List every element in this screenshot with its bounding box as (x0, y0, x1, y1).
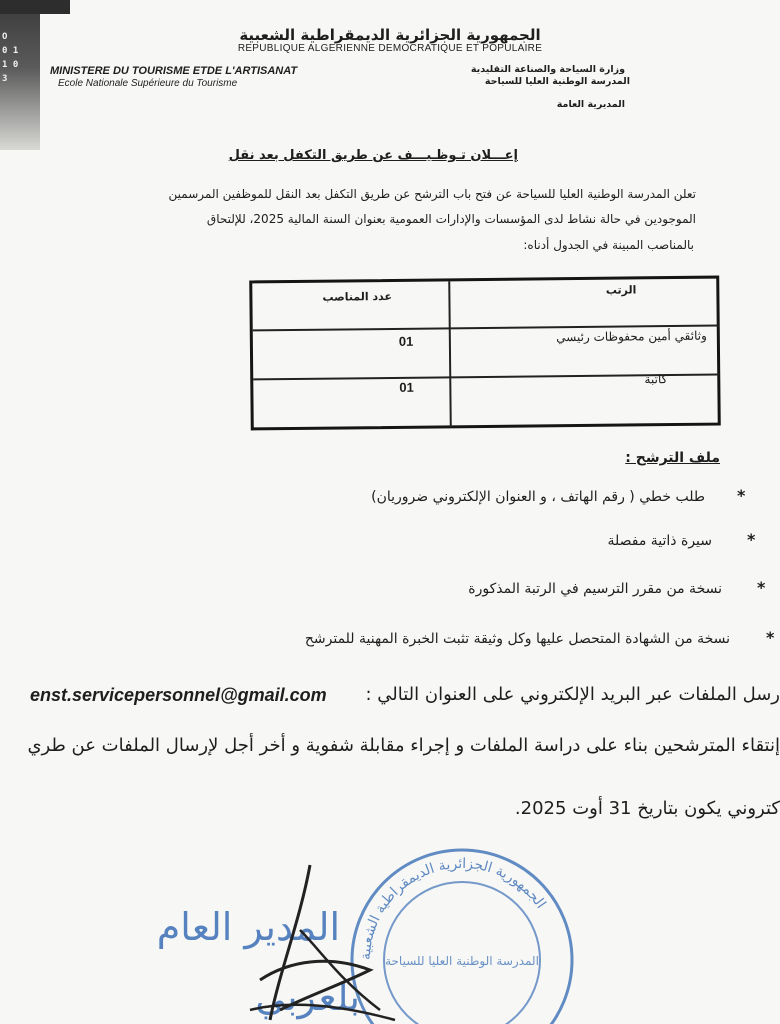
selection-process-text: إنتقاء المترشحين بناء على دراسة الملفات و إجراء مقابلة شفوية و أخر أجل لإرسال الملفات عن طري (27, 735, 780, 756)
ministry-name-french: MINISTERE DU TOURISME ETDE L'ARTISANAT (50, 65, 298, 77)
scan-corner-digits (2, 30, 32, 86)
table-row-2-grade: كاتبة (644, 372, 668, 387)
directorate-label: المديرية العامة (556, 99, 625, 110)
corner-digit: 0 1 (2, 46, 19, 56)
intro-line-2: الموجودين في حالة نشاط لدى المؤسسات والإدارات العمومية بعنوان السنة المالية 2025، للإلتحاق (206, 212, 696, 226)
bullet-star: * (757, 578, 766, 597)
corner-digit: 1 0 (2, 60, 19, 70)
table-header-grade: الرتب (605, 283, 637, 297)
school-name-french: Ecole Nationale Supérieure du Tourisme (58, 78, 238, 89)
table-row-1-count: 01 (398, 333, 414, 349)
signatory-title: المدير العام (156, 905, 340, 949)
table-column-divider (448, 281, 451, 427)
application-file-heading: ملف الترشح : (625, 450, 720, 466)
signatory-name: بلعربي (255, 975, 360, 1019)
republic-name-french: REPUBLIQUE ALGERIENNE DEMOCRATIQUE ET POPULAIRE (237, 43, 543, 54)
corner-digit: 3 (2, 74, 8, 84)
table-row-1-grade: وثائقي أمين محفوظات رئيسي (556, 328, 707, 345)
contact-email: enst.servicepersonnel@gmail.com (30, 685, 327, 705)
stamp-ring-text: الجمهورية الجزائرية الديمقراطية الشعبية (357, 855, 549, 961)
handwritten-signature (240, 860, 400, 1024)
positions-table (249, 276, 721, 431)
stamp-inner-text: المدرسة الوطنية العليا للسياحة (385, 954, 539, 968)
requirement-item-4: نسخة من الشهادة المتحصل عليها وكل وثيقة تثبت الخبرة المهنية للمترشح (304, 631, 730, 647)
intro-line-3: بالمناصب المبينة في الجدول أدناه: (523, 238, 694, 252)
table-row-2-count: 01 (399, 379, 414, 395)
school-name-arabic: المدرسة الوطنية العليا للسياحة (484, 76, 630, 87)
ministry-name-arabic: وزارة السياحة والصناعة التقليدية (470, 64, 625, 75)
intro-line-1: تعلن المدرسة الوطنية العليا للسياحة عن فتح باب الترشح عن طريق التكفل بعد النقل للموظفين المرسمين (168, 187, 696, 201)
deadline-text: كتروني يكون بتاريخ 31 أوت 2025. (514, 798, 780, 819)
republic-name-arabic: الجمهورية الجزائرية الديمقراطية الشعبية (239, 26, 541, 44)
send-instruction: رسل الملفات عبر البريد الإلكتروني على العنوان التالي : (365, 684, 780, 705)
requirement-item-1: طلب خطي ( رقم الهاتف ، و العنوان الإلكتروني ضروريان) (371, 489, 705, 505)
bullet-star: * (737, 486, 746, 505)
requirement-item-2: سيرة ذاتية مفصلة (607, 533, 712, 549)
bullet-star: * (766, 628, 775, 647)
scan-corner-tab (0, 0, 70, 14)
corner-digit: O (2, 32, 8, 42)
bullet-star: * (747, 530, 756, 549)
announcement-title: إعـــلان تـوظـيـــف عن طريق التكفل بعد نقل (228, 148, 518, 163)
table-header-count: عدد المناصب (322, 289, 392, 304)
requirement-item-3: نسخة من مقرر الترسيم في الرتبة المذكورة (468, 581, 722, 597)
